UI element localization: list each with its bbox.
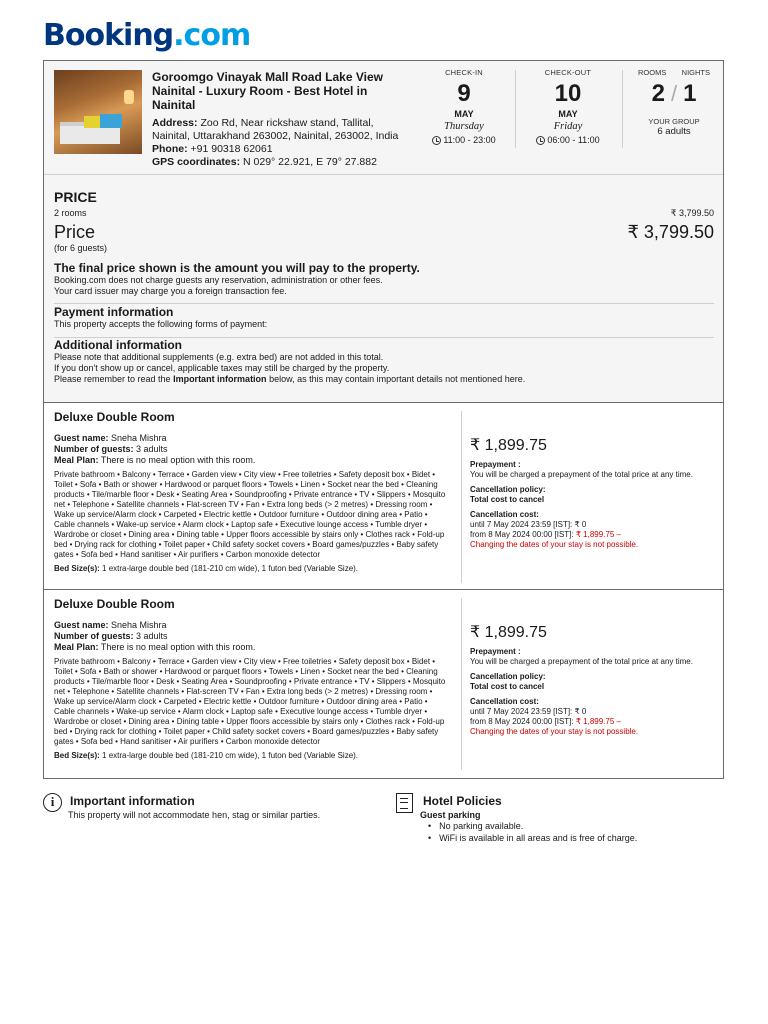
hotel-gps: N 029° 22.921, E 79° 27.882 (243, 156, 377, 168)
checkin-block: CHECK-IN 9 MAY Thursday 11:00 - 23:00 (414, 68, 514, 145)
room-amenities: Private bathroom • Balcony • Terrace • Garden view • City view • Free toiletries • Safety deposit box • Bidet • Toilet • Sofa • Bath or shower • Hardwood or parquet floors • Towels • Linen • Socket near the bed • Cleaning products • Tile/marble floor • Desk • Seating Area • Soundproofing • Private entrance • TV • Slippers • Mosquito net • Telephone • Satellite channels • Flat-screen TV • Fan • Extra long beds (> 2 metres) • Dressing room • Wake up service/Alarm clock • Carpeted • Electric kettle • Outdoor furniture • Outdoor dining area • Patio • Cable channels • Wake-up service • Alarm clock • Laptop safe • Executive lounge access • Tumble dryer • Wardrobe or closet • Dining area • Dining table • Upper floors accessible by stairs only • Clothes rack • Fold-up bed • Drying rack for clothing • Toilet paper • Child safety socket covers • Board games/puzzles • Baby safety gates • Sofa bed • Hand sanitiser • Air purifiers • Carbon monoxide detector (54, 657, 446, 746)
hotel-contact: Address: Zoo Rd, Near rickshaw stand, Tallital, Nainital, Uttarakhand 263002, Nainital, 263002, India Phone: +91 90318 62061 GPS coordinates: N 029° 22.921, E 79° 27.882 (152, 117, 399, 168)
room-price: ₹ 1,899.75 (470, 437, 547, 454)
document-icon (396, 793, 413, 813)
hotel-photo (54, 70, 142, 154)
booking-logo: Booking.com (43, 18, 251, 53)
info-icon: i (43, 793, 62, 812)
clock-icon (432, 136, 441, 145)
room-card: Deluxe Double Room Guest name: Sneha Mishra Number of guests: 3 adults Meal Plan: There is no meal option with this room. Private bathroom • Balcony • Terrace • Garden view • City view • Free toiletries • Safety deposit box • Bidet • Toilet • Sofa • Bath or shower • Hardwood or parquet floors • Towels • Linen • Socket near the bed • Cleaning products • Tile/marble floor • Desk • Seating Area • Soundproofing • Private entrance • TV • Slippers • Mosquito net • Telephone • Satellite channels • Flat-screen TV • Fan • Extra long beds (> 2 metres) • Dressing room • Wake up service/Alarm clock • Carpeted • Electric kettle • Outdoor furniture • Outdoor dining area • Patio • Cable channels • Wake-up service • Alarm clock • Laptop safe • Executive lounge access • Tumble dryer • Wardrobe or closet • Dining area • Dining table • Upper floors accessible by stairs only • Clothes rack • Fold-up bed • Drying rack for clothing • Toilet paper • Child safety socket covers • Board games/puzzles • Baby safety gates • Sofa bed • Hand sanitiser • Air purifiers • Carbon monoxide detector Bed Size(s): 1 extra-large double bed (181-210 cm wide), 1 futon bed (Variable Size). ₹ 1,899.75 Prepayment : You will be charged a prepayment of the total price at any time. Cancellation policy: Total cost to cancel Cancellation cost: until 7 May 2024 23:59 [IST]: ₹ 0 from 8 May 2024 00:00 [IST]: ₹ 1,899.75 – Changing the dates of your stay is not possible. (43, 402, 724, 590)
total-price: ₹ 3,799.50 (627, 222, 714, 242)
list-item: • WiFi is available in all areas and is free of charge. (428, 832, 637, 844)
hotel-phone: +91 90318 62061 (190, 143, 273, 155)
booking-summary (43, 60, 724, 403)
checkout-block: CHECK-OUT 10 MAY Friday 06:00 - 11:00 (516, 68, 620, 145)
checkin-day: 9 (457, 80, 471, 107)
final-price-note: The final price shown is the amount you will pay to the property. Booking.com does not charge guests any reservation, administration or other fees. Your card issuer may charge you a foreign transaction fee. (54, 261, 420, 296)
hotel-name: Goroomgo Vinayak Mall Road Lake View Nainital - Luxury Room - Best Hotel in Nainital (152, 70, 383, 112)
payment-section: Payment information This property accepts the following forms of payment: (54, 305, 268, 329)
hotel-address: Zoo Rd, Near rickshaw stand, Tallital, Nainital, Uttarakhand 263002, Nainital, 263002, India (152, 117, 399, 142)
rooms-count: 2 (651, 80, 665, 107)
checkout-day: 10 (554, 80, 582, 107)
guest-name: Sneha Mishra (111, 620, 167, 630)
room-title: Deluxe Double Room (54, 410, 175, 424)
important-info-link: Important information (173, 374, 267, 384)
room-card: Deluxe Double Room Guest name: Sneha Mishra Number of guests: 3 adults Meal Plan: There is no meal option with this room. Private bathroom • Balcony • Terrace • Garden view • City view • Free toiletries • Safety deposit box • Bidet • Toilet • Sofa • Bath or shower • Hardwood or parquet floors • Towels • Linen • Socket near the bed • Cleaning products • Tile/marble floor • Desk • Seating Area • Soundproofing • Private entrance • TV • Slippers • Mosquito net • Telephone • Satellite channels • Flat-screen TV • Fan • Extra long beds (> 2 metres) • Dressing room • Wake up service/Alarm clock • Carpeted • Electric kettle • Outdoor furniture • Outdoor dining area • Patio • Cable channels • Wake-up service • Alarm clock • Laptop safe • Executive lounge access • Tumble dryer • Wardrobe or closet • Dining area • Dining table • Upper floors accessible by stairs only • Clothes rack • Fold-up bed • Drying rack for clothing • Toilet paper • Child safety socket covers • Board games/puzzles • Baby safety gates • Sofa bed • Hand sanitiser • Air purifiers • Carbon monoxide detector Bed Size(s): 1 extra-large double bed (181-210 cm wide), 1 futon bed (Variable Size). ₹ 1,899.75 Prepayment : You will be charged a prepayment of the total price at any time. Cancellation policy: Total cost to cancel Cancellation cost: until 7 May 2024 23:59 [IST]: ₹ 0 from 8 May 2024 00:00 [IST]: ₹ 1,899.75 – Changing the dates of your stay is not possible. (43, 589, 724, 779)
guest-name: Sneha Mishra (111, 433, 167, 443)
additional-section: Additional information Please note that additional supplements (e.g. extra bed) are not added in this total. If you don't show up or cancel, applicable taxes may still be charged by the property. Please remember to read the Important information below, as this may contain important details not mentioned here. (54, 338, 526, 384)
price-heading: PRICE (54, 189, 97, 205)
policy-list (428, 820, 637, 844)
rooms-nights-block: ROOMS NIGHTS 2 / 1 YOUR GROUP 6 adults (626, 68, 722, 137)
room-amenities: Private bathroom • Balcony • Terrace • Garden view • City view • Free toiletries • Safety deposit box • Bidet • Toilet • Sofa • Bath or shower • Hardwood or parquet floors • Towels • Linen • Socket near the bed • Cleaning products • Tile/marble floor • Desk • Seating Area • Soundproofing • Private entrance • TV • Slippers • Mosquito net • Telephone • Satellite channels • Flat-screen TV • Fan • Extra long beds (> 2 metres) • Dressing room • Wake up service/Alarm clock • Carpeted • Electric kettle • Outdoor furniture • Outdoor dining area • Patio • Cable channels • Wake-up service • Alarm clock • Laptop safe • Executive lounge access • Tumble dryer • Wardrobe or closet • Dining area • Dining table • Upper floors accessible by stairs only • Clothes rack • Fold-up bed • Drying rack for clothing • Toilet paper • Child safety socket covers • Board games/puzzles • Baby safety gates • Sofa bed • Hand sanitiser • Air purifiers • Carbon monoxide detector (54, 470, 446, 559)
room-title: Deluxe Double Room (54, 597, 175, 611)
room-price: ₹ 1,899.75 (470, 624, 547, 641)
clock-icon (536, 136, 545, 145)
nights-count: 1 (683, 80, 697, 107)
price-section: PRICE 2 rooms ₹ 3,799.50 Price ₹ 3,799.50 (for 6 guests) (54, 189, 714, 253)
list-item: • No parking available. (428, 820, 637, 832)
group-size: 6 adults (657, 126, 691, 137)
